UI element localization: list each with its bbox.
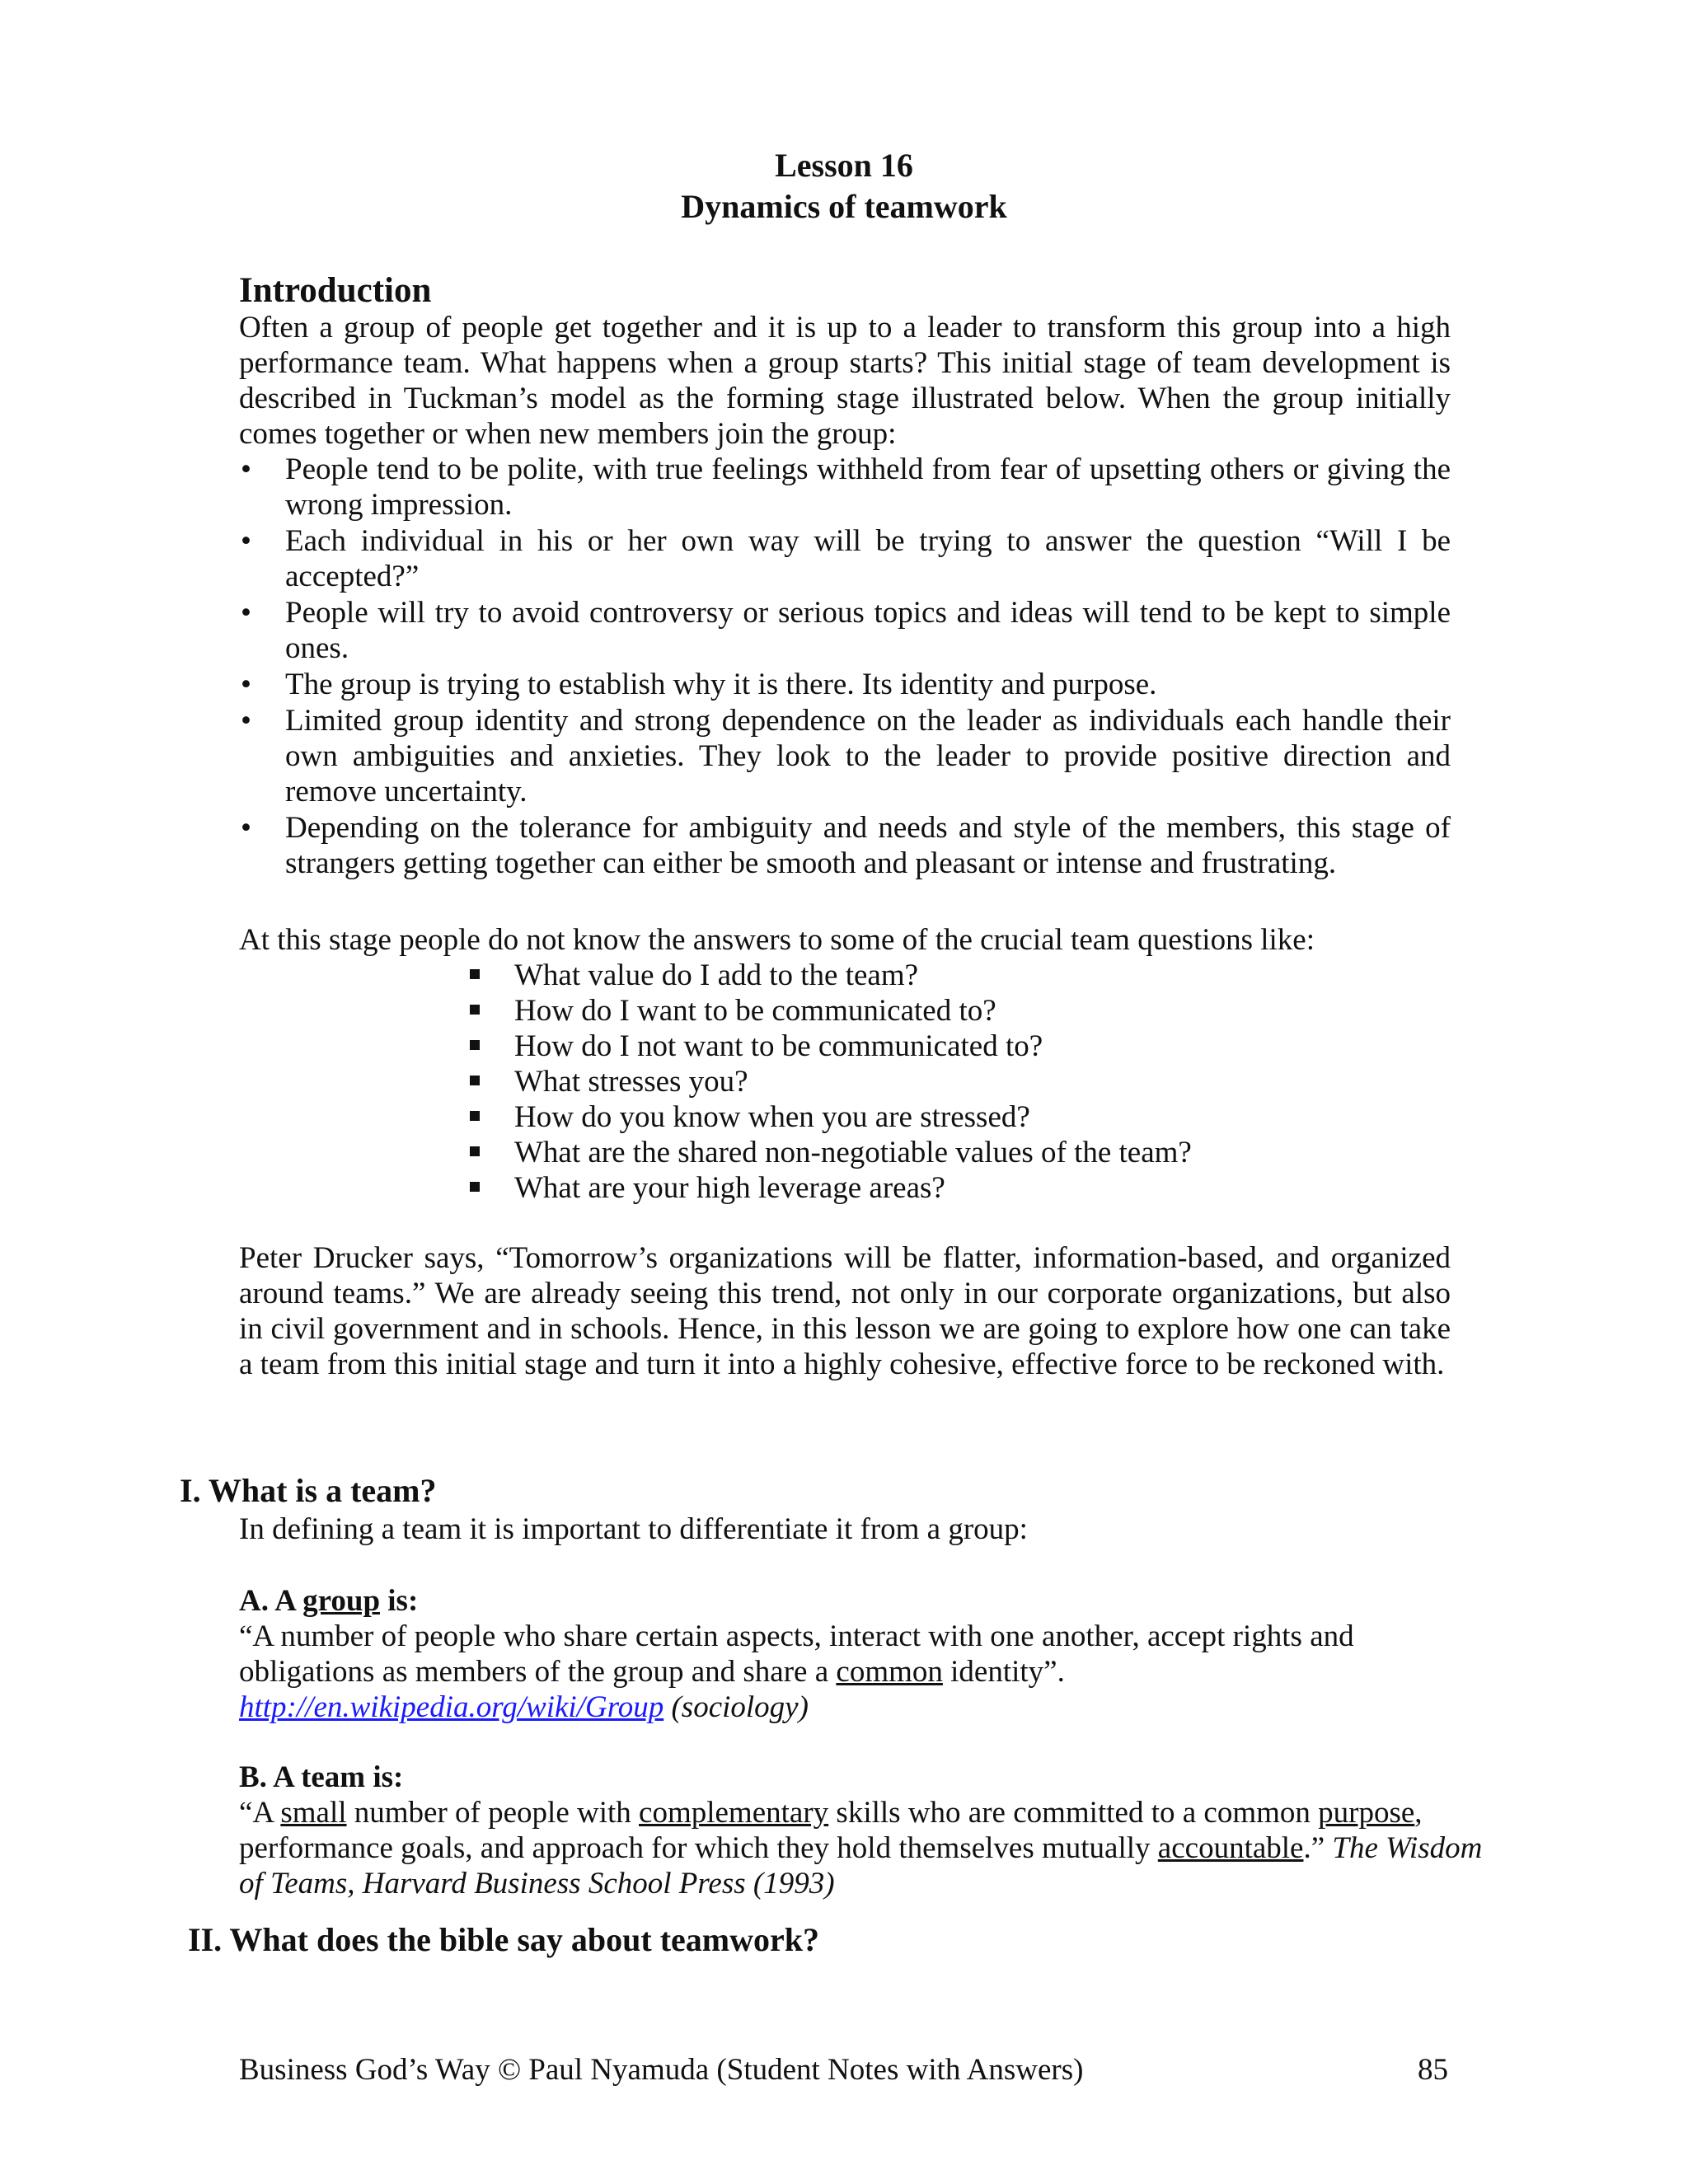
group-definition-label: A. A group is: bbox=[239, 1584, 419, 1618]
team-definition-quote: “A small number of people with complementary skills who are committed to a common purpose, performance goals, and approach for which they hold themselves mutually accountable.” The Wisdom of Teams, Harvard Business School Press (1993) bbox=[239, 1796, 1483, 1900]
footer-text: Business God’s Way © Paul Nyamuda (Student Notes with Answers) bbox=[239, 2053, 1084, 2087]
list-item: What are your high leverage areas? bbox=[468, 1170, 1192, 1206]
square-bullet-icon bbox=[470, 1146, 480, 1156]
intro-paragraph: Often a group of people get together and it is up to a leader to transform this group into a high performance team. What happens when a group starts? This initial stage of team development is described in Tuckman’s model as the forming stage illustrated below. When the group initially comes together or when new members join the group: bbox=[239, 311, 1451, 451]
bullet-icon: • bbox=[241, 811, 251, 845]
bullet-icon: • bbox=[241, 704, 251, 738]
intro-heading: Introduction bbox=[239, 271, 432, 310]
team-definition-label: B. A team is: bbox=[239, 1760, 404, 1794]
list-item: What stresses you? bbox=[468, 1064, 1192, 1099]
questions-lead: At this stage people do not know the answers to some of the crucial team questions like: bbox=[239, 923, 1315, 957]
bullet-icon: • bbox=[241, 668, 251, 701]
square-bullet-icon bbox=[470, 1076, 480, 1085]
list-item: How do you know when you are stressed? bbox=[468, 1099, 1192, 1135]
square-bullet-icon bbox=[470, 1005, 480, 1015]
group-definition-quote: “A number of people who share certain aspects, interact with one another, accept rights and obligations as members of the group and share a common identity”. http://en.wikipedia.org/wiki/Group (sociology) bbox=[239, 1619, 1354, 1724]
drucker-paragraph: Peter Drucker says, “Tomorrow’s organizations will be flatter, information-based, and organized around teams.” We are already seeing this trend, not only in our corporate organizations, but also in civil government and in schools. Hence, in this lesson we are going to explore how one can take a team from this initial stage and turn it into a highly cohesive, effective force to be reckoned with. bbox=[239, 1241, 1451, 1381]
question-list bbox=[468, 958, 1192, 1206]
lesson-title: Dynamics of teamwork bbox=[681, 188, 1007, 225]
square-bullet-icon bbox=[470, 1111, 480, 1121]
list-item: What value do I add to the team? bbox=[468, 958, 1192, 993]
list-item: How do I want to be communicated to? bbox=[468, 993, 1192, 1029]
page-number: 85 bbox=[1418, 2053, 1448, 2087]
square-bullet-icon bbox=[470, 969, 480, 979]
list-item: • People tend to be polite, with true feelings withheld from fear of upsetting others or giving the wrong impression. bbox=[241, 452, 1451, 522]
list-item: How do I not want to be communicated to? bbox=[468, 1029, 1192, 1064]
bullet-icon: • bbox=[241, 452, 251, 486]
lesson-number: Lesson 16 bbox=[775, 147, 913, 184]
wikipedia-group-link[interactable]: http://en.wikipedia.org/wiki/Group bbox=[239, 1690, 664, 1724]
section-2-heading: II. What does the bible say about teamwork? bbox=[188, 1921, 819, 1958]
square-bullet-icon bbox=[470, 1040, 480, 1050]
list-item: • People will try to avoid controversy or serious topics and ideas will tend to be kept to simple ones. bbox=[241, 596, 1451, 665]
list-item: • Depending on the tolerance for ambiguity and needs and style of the members, this stage of strangers getting together can either be smooth and pleasant or intense and frustrating. bbox=[241, 811, 1451, 880]
bullet-icon: • bbox=[241, 524, 251, 558]
section-1-heading: I. What is a team? bbox=[180, 1472, 437, 1509]
bullet-icon: • bbox=[241, 596, 251, 630]
list-item: • Each individual in his or her own way will be trying to answer the question “Will I be accepted?” bbox=[241, 524, 1451, 593]
list-item: • Limited group identity and strong dependence on the leader as individuals each handle their own ambiguities and anxieties. They look to the leader to provide positive direction and remove uncertainty. bbox=[241, 704, 1451, 808]
intro-bullet-list bbox=[239, 452, 1451, 882]
square-bullet-icon bbox=[470, 1182, 480, 1192]
section-1-lead: In defining a team it is important to differentiate it from a group: bbox=[239, 1512, 1028, 1546]
list-item: What are the shared non-negotiable values of the team? bbox=[468, 1135, 1192, 1170]
list-item: • The group is trying to establish why it is there. Its identity and purpose. bbox=[241, 668, 1157, 701]
